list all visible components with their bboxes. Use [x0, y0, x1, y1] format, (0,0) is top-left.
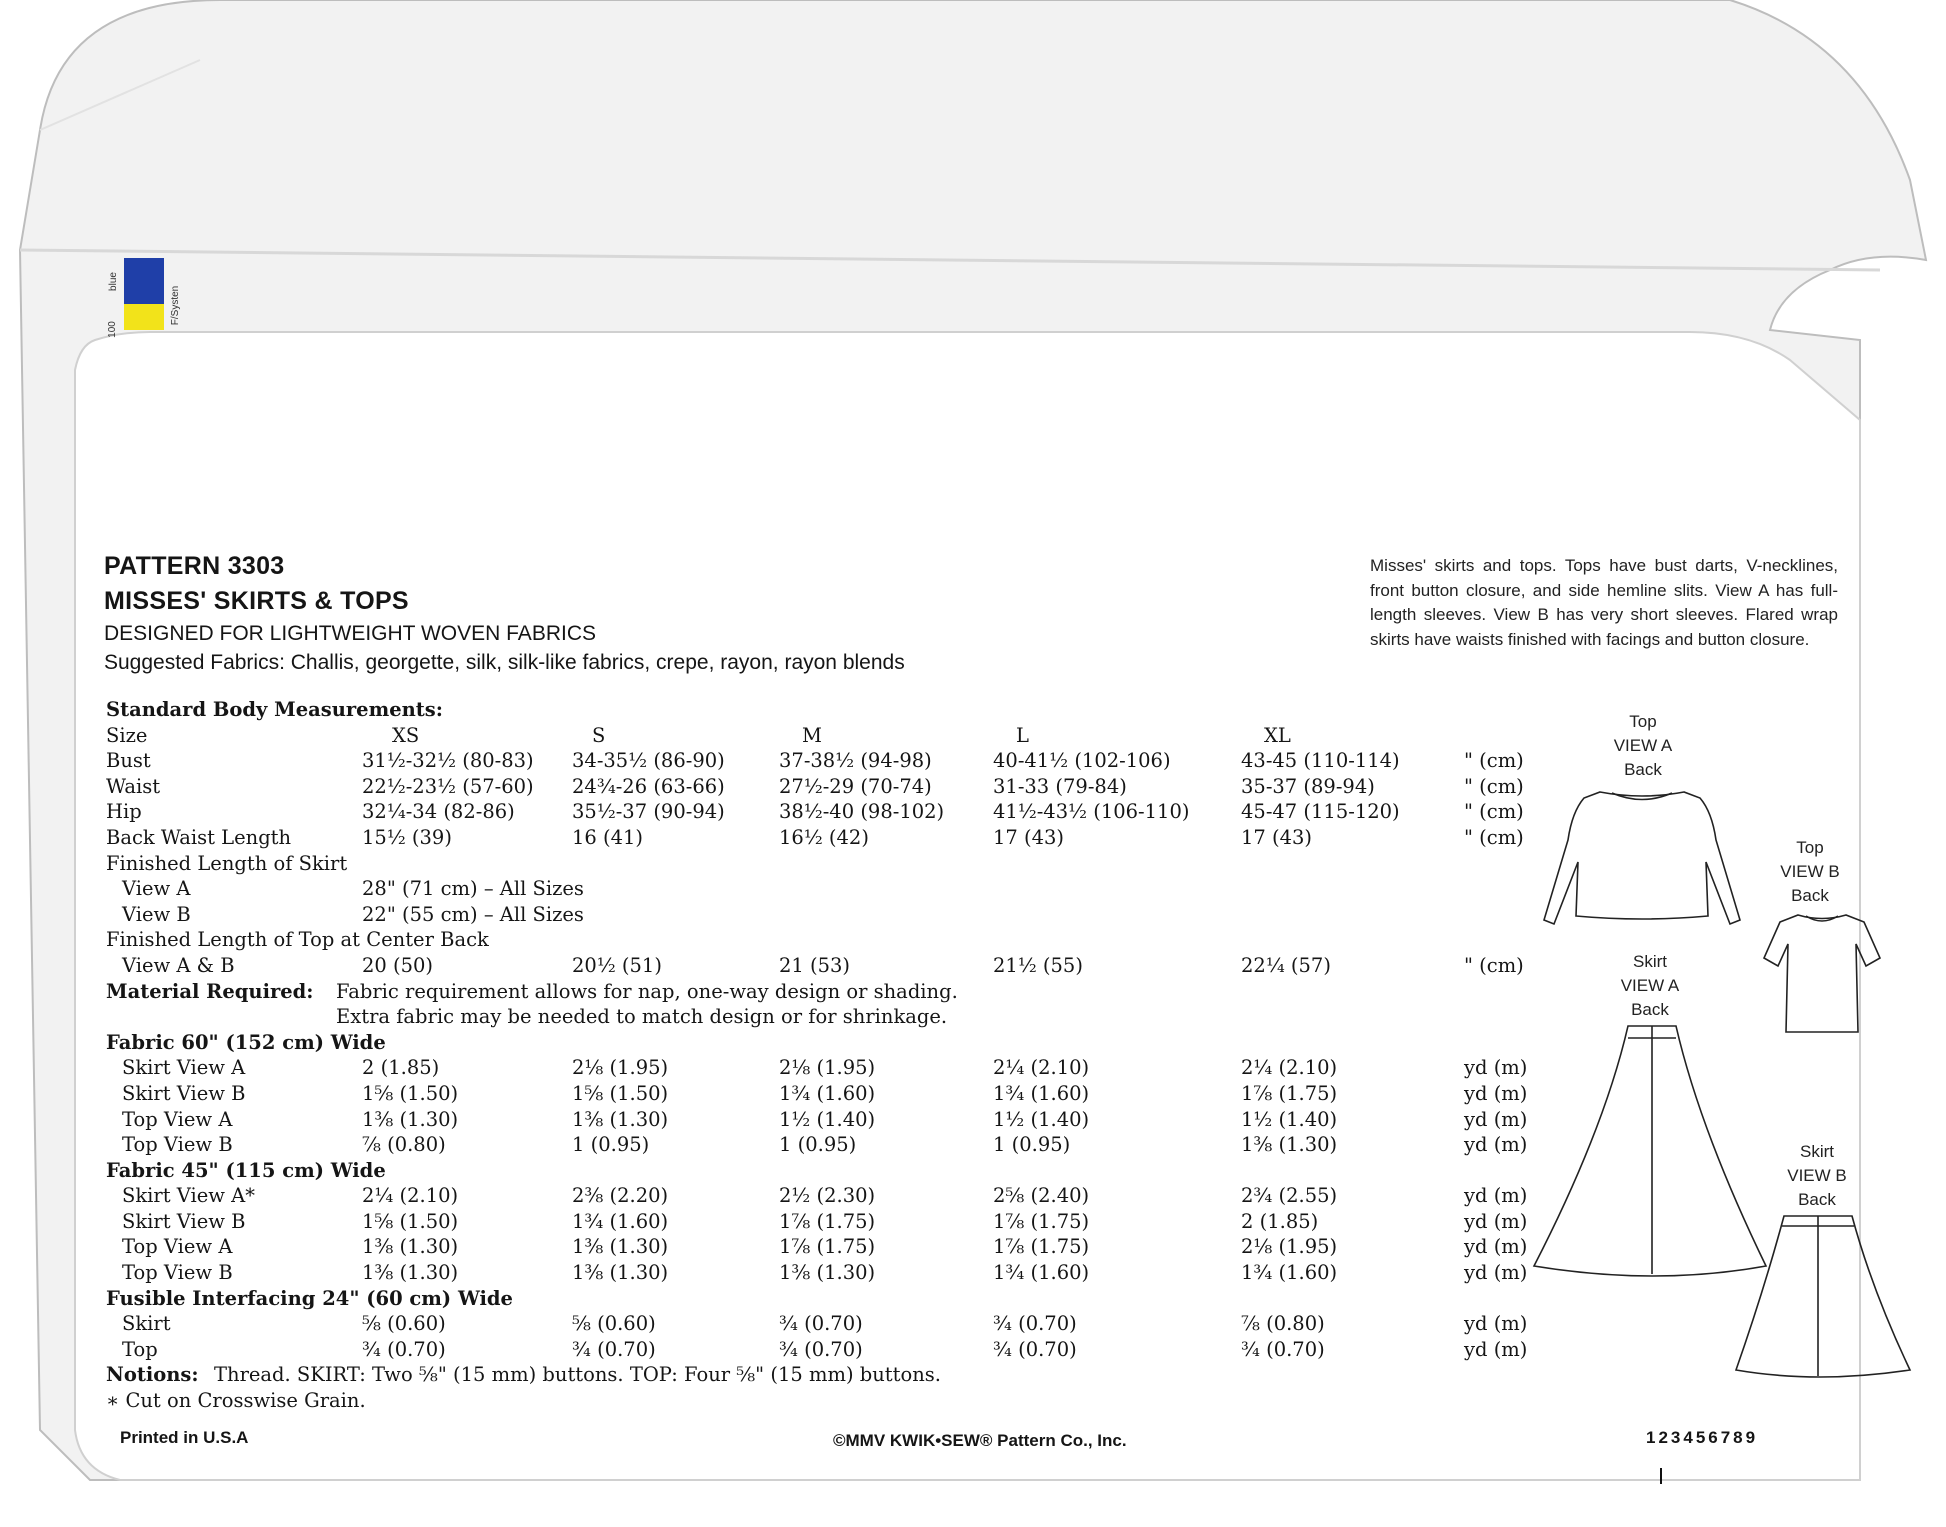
cell: 2½ (2.30)	[779, 1184, 876, 1208]
cell: 2 (1.85)	[1241, 1209, 1319, 1233]
color-bar-label-blue: blue	[107, 272, 119, 291]
row-label: Top View A	[122, 1107, 233, 1131]
cell: 2⅜ (2.20)	[572, 1184, 669, 1208]
cell: ¾ (0.70)	[993, 1312, 1077, 1336]
copyright: ©MMV KWIK•SEW® Pattern Co., Inc.	[833, 1431, 1127, 1450]
skirt-length-heading: Finished Length of Skirt	[106, 851, 348, 875]
cell: 1⅝ (1.50)	[362, 1209, 459, 1233]
color-swatch-yellow	[124, 304, 164, 330]
cell: 1⅜ (1.30)	[572, 1107, 669, 1131]
view-label-line: Back	[1624, 760, 1662, 779]
row-label: Waist	[106, 774, 161, 798]
cell: 38½-40 (98-102)	[779, 800, 945, 824]
row-label: Back Waist Length	[106, 825, 292, 849]
cell: 1⅞ (1.75)	[779, 1209, 876, 1233]
cell: ⅝ (0.60)	[572, 1312, 656, 1336]
suggested-fabrics: Suggested Fabrics: Challis, georgette, silk, silk-like fabrics, crepe, rayon, rayon blends	[104, 651, 905, 674]
row-label: Skirt View B	[122, 1209, 246, 1233]
cell: 2⅛ (1.95)	[1241, 1235, 1338, 1259]
color-swatch-blue	[124, 258, 164, 304]
pattern-description: Misses' skirts and tops. Tops have bust darts, V-necklines, front button closure, and side hemline slits. View A has full-length sleeves. View B has very short sleeves. Flared wrap skirts have waists finished with facings and button closure.	[1370, 556, 1838, 649]
unit: yd (m)	[1464, 1107, 1528, 1131]
view-label-line: VIEW A	[1613, 736, 1673, 755]
cell: 45-47 (115-120)	[1241, 800, 1400, 824]
row-label: Skirt View A	[122, 1056, 246, 1080]
row-label: Bust	[106, 749, 151, 773]
unit: yd (m)	[1464, 1184, 1528, 1208]
unit: yd (m)	[1464, 1235, 1528, 1259]
unit: yd (m)	[1464, 1056, 1528, 1080]
row-label: Top View B	[122, 1261, 233, 1285]
cell: 15½ (39)	[362, 825, 452, 849]
printed-in: Printed in U.S.A	[120, 1428, 249, 1447]
cell: 1¾ (1.60)	[779, 1081, 876, 1105]
cell: 1⅜ (1.30)	[362, 1235, 459, 1259]
cell: 1⅞ (1.75)	[1241, 1081, 1338, 1105]
skirt-view-b-label	[1762, 1140, 1872, 1212]
cell: 2⅝ (2.40)	[993, 1184, 1090, 1208]
view-label-line: Top	[1796, 838, 1824, 857]
unit: " (cm)	[1464, 749, 1524, 773]
cell: 1⅜ (1.30)	[572, 1235, 669, 1259]
unit: yd (m)	[1464, 1312, 1528, 1336]
cell: 28" (71 cm) – All Sizes	[362, 877, 584, 901]
cell: 1⅜ (1.30)	[1241, 1133, 1338, 1157]
skirt-view-a-label	[1595, 950, 1705, 1022]
view-label-line: Skirt	[1800, 1142, 1834, 1161]
cell: 43-45 (110-114)	[1241, 749, 1400, 773]
fabric-group-heading: Fabric 45" (115 cm) Wide	[106, 1158, 386, 1182]
row-label: View A & B	[122, 953, 235, 977]
view-label-line: VIEW B	[1780, 862, 1840, 881]
cell: 2¾ (2.55)	[1241, 1184, 1338, 1208]
print-run-numbers: 123456789	[1646, 1428, 1759, 1447]
cell: 1 (0.95)	[779, 1133, 857, 1157]
measurements-heading: Standard Body Measurements:	[106, 698, 443, 721]
size-header: S	[592, 723, 606, 747]
notions-text: Thread. SKIRT: Two ⅝" (15 mm) buttons. TOP: Four ⅝" (15 mm) buttons.	[214, 1363, 941, 1387]
cell: 24¾-26 (63-66)	[572, 774, 725, 798]
unit: yd (m)	[1464, 1261, 1528, 1285]
cell: 1⅜ (1.30)	[362, 1107, 459, 1131]
cell: 16½ (42)	[779, 825, 869, 849]
view-label-line: Skirt	[1633, 952, 1667, 971]
cell: 2¼ (2.10)	[993, 1056, 1090, 1080]
view-label-line: Top	[1629, 712, 1657, 731]
cell: ⅝ (0.60)	[362, 1312, 446, 1336]
cell: 2⅛ (1.95)	[779, 1056, 876, 1080]
cell: 40-41½ (102-106)	[993, 749, 1171, 773]
cell: 22½-23½ (57-60)	[362, 774, 534, 798]
cell: 37-38½ (94-98)	[779, 749, 932, 773]
cell: 1¾ (1.60)	[993, 1081, 1090, 1105]
cell: ¾ (0.70)	[779, 1312, 863, 1336]
unit: yd (m)	[1464, 1133, 1528, 1157]
cell: 27½-29 (70-74)	[779, 774, 932, 798]
cell: ¾ (0.70)	[362, 1337, 446, 1361]
cell: ¾ (0.70)	[779, 1337, 863, 1361]
row-label: View A	[122, 877, 191, 901]
cell: 35-37 (89-94)	[1241, 774, 1375, 798]
cell: ⅞ (0.80)	[1241, 1312, 1325, 1336]
cell: 21½ (55)	[993, 953, 1083, 977]
row-label: View B	[122, 902, 191, 926]
cell: 1 (0.95)	[572, 1133, 650, 1157]
view-label-line: VIEW B	[1787, 1166, 1847, 1185]
cell: 1⅜ (1.30)	[572, 1261, 669, 1285]
material-note: Fabric requirement allows for nap, one-way design or shading.	[336, 979, 958, 1003]
row-label: Skirt View A*	[122, 1184, 256, 1208]
cell: 31½-32½ (80-83)	[362, 749, 534, 773]
size-header: XL	[1264, 723, 1291, 747]
cell: 1 (0.95)	[993, 1133, 1071, 1157]
fabric-group-heading: Fusible Interfacing 24" (60 cm) Wide	[106, 1286, 513, 1310]
view-label-line: Back	[1631, 1000, 1669, 1019]
unit: yd (m)	[1464, 1337, 1528, 1361]
fabric-group-heading: Fabric 60" (152 cm) Wide	[106, 1030, 386, 1054]
unit: " (cm)	[1464, 953, 1524, 977]
size-label: Size	[106, 723, 148, 747]
cell: 21 (53)	[779, 953, 851, 977]
cell: ⅞ (0.80)	[362, 1133, 446, 1157]
cell: 1½ (1.40)	[993, 1107, 1090, 1131]
view-label-line: Back	[1791, 886, 1829, 905]
cell: 2¼ (2.10)	[362, 1184, 459, 1208]
row-label: Skirt	[122, 1312, 171, 1336]
top-length-heading: Finished Length of Top at Center Back	[106, 928, 489, 952]
cell: 1⅜ (1.30)	[362, 1261, 459, 1285]
top-view-b-label	[1755, 836, 1865, 908]
cell: 1⅝ (1.50)	[572, 1081, 669, 1105]
cell: 1¾ (1.60)	[572, 1209, 669, 1233]
material-note: Extra fabric may be needed to match design or for shrinkage.	[336, 1005, 948, 1029]
cell: 22" (55 cm) – All Sizes	[362, 902, 584, 926]
cell: 2 (1.85)	[362, 1056, 440, 1080]
cell: 16 (41)	[572, 825, 644, 849]
row-label: Skirt View B	[122, 1081, 246, 1105]
size-header: L	[1016, 723, 1029, 747]
cell: 17 (43)	[993, 825, 1065, 849]
notions-heading: Notions:	[106, 1363, 199, 1387]
color-bar-label-system: F/Systen	[170, 285, 182, 326]
cell: 41½-43½ (106-110)	[993, 800, 1190, 824]
row-label: Top	[122, 1337, 158, 1361]
cell: 34-35½ (86-90)	[572, 749, 725, 773]
pattern-title: MISSES' SKIRTS & TOPS	[104, 587, 409, 615]
cell: 1⅞ (1.75)	[779, 1235, 876, 1259]
cell: 35½-37 (90-94)	[572, 800, 725, 824]
cell: ¾ (0.70)	[572, 1337, 656, 1361]
cell: ¾ (0.70)	[1241, 1337, 1325, 1361]
cell: 1⅞ (1.75)	[993, 1235, 1090, 1259]
unit: yd (m)	[1464, 1081, 1528, 1105]
cell: 31-33 (79-84)	[993, 774, 1127, 798]
color-bar-label-100: 100	[106, 321, 118, 338]
row-label: Top View A	[122, 1235, 233, 1259]
cell: 20 (50)	[362, 953, 434, 977]
unit: yd (m)	[1464, 1209, 1528, 1233]
cell: 32¼-34 (82-86)	[362, 800, 515, 824]
size-header: M	[802, 723, 822, 747]
cell: 17 (43)	[1241, 825, 1313, 849]
material-heading: Material Required:	[106, 979, 314, 1003]
cell: 1¾ (1.60)	[993, 1261, 1090, 1285]
cell: 1½ (1.40)	[1241, 1107, 1338, 1131]
top-view-a-label	[1588, 710, 1698, 782]
pattern-number: PATTERN 3303	[104, 552, 285, 580]
cell: 1⅜ (1.30)	[779, 1261, 876, 1285]
cell: ¾ (0.70)	[993, 1337, 1077, 1361]
cell: 1⅝ (1.50)	[362, 1081, 459, 1105]
unit: " (cm)	[1464, 800, 1524, 824]
unit: " (cm)	[1464, 774, 1524, 798]
designed-for: DESIGNED FOR LIGHTWEIGHT WOVEN FABRICS	[104, 622, 596, 645]
cell: 22¼ (57)	[1241, 953, 1331, 977]
print-tick-mark	[1660, 1468, 1662, 1484]
cell: 2⅛ (1.95)	[572, 1056, 669, 1080]
color-bar	[124, 258, 168, 330]
cell: 1⅞ (1.75)	[993, 1209, 1090, 1233]
row-label: Hip	[106, 800, 142, 824]
view-label-line: VIEW A	[1620, 976, 1680, 995]
cell: 2¼ (2.10)	[1241, 1056, 1338, 1080]
cell: 1½ (1.40)	[779, 1107, 876, 1131]
unit: " (cm)	[1464, 825, 1524, 849]
crosswise-footnote: ∗ Cut on Crosswise Grain.	[106, 1389, 366, 1413]
size-header: XS	[392, 723, 420, 747]
row-label: Top View B	[122, 1133, 233, 1157]
cell: 1¾ (1.60)	[1241, 1261, 1338, 1285]
view-label-line: Back	[1798, 1190, 1836, 1209]
cell: 20½ (51)	[572, 953, 662, 977]
